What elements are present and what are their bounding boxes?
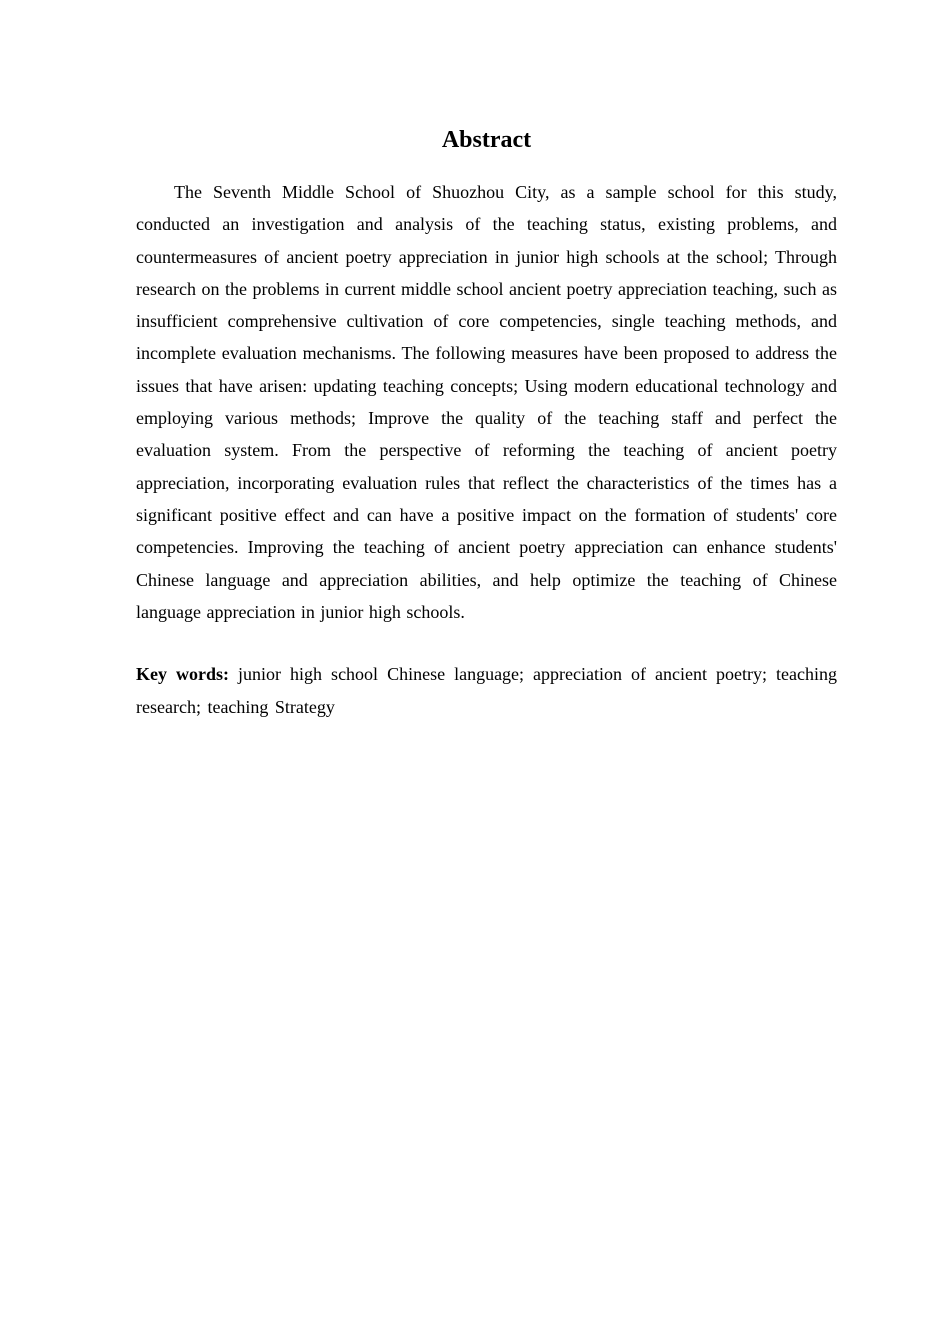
keywords-text: junior high school Chinese language; appreciation of ancient poetry; teaching research; teaching Strategy	[136, 664, 837, 717]
document-page	[136, 122, 837, 723]
keywords-paragraph	[136, 658, 837, 723]
abstract-title: Abstract	[441, 127, 532, 153]
keywords-label: Key words:	[136, 664, 230, 685]
abstract-body: The Seventh Middle School of Shuozhou City, as a sample school for this study, conducted an investigation and analysis of the teaching status, existing problems, and countermeasures of ancient poetry appreciation in junior high schools at the school; Through research on the problems in current middle school ancient poetry appreciation teaching, such as insufficient comprehensive cultivation of core competencies, single teaching methods, and incomplete evaluation mechanisms. The following measures have been proposed to address the issues that have arisen: updating teaching concepts; Using modern educational technology and employing various methods; Improve the quality of the teaching staff and perfect the evaluation system. From the perspective of reforming the teaching of ancient poetry appreciation, incorporating evaluation rules that reflect the characteristics of the times has a significant positive effect and can have a positive impact on the formation of students' core competencies. Improving the teaching of ancient poetry appreciation can enhance students' Chinese language and appreciation abilities, and help optimize the teaching of Chinese language appreciation in junior high schools.	[136, 182, 837, 622]
